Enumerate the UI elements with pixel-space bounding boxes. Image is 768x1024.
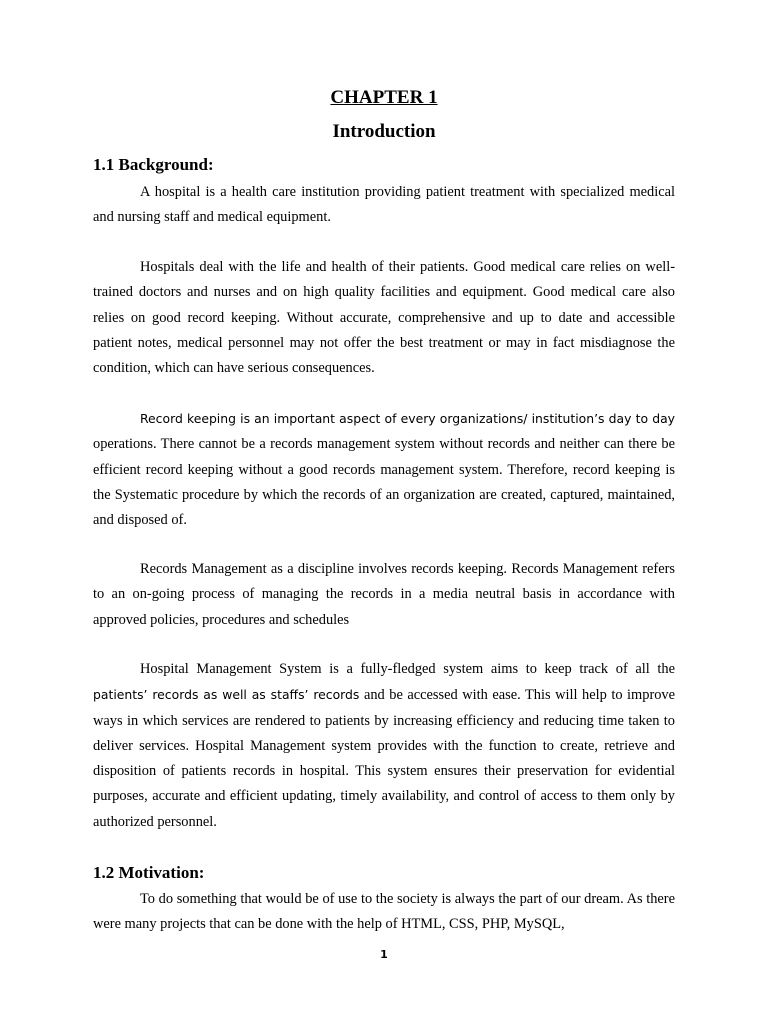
chapter-label: CHAPTER 1 — [330, 87, 438, 108]
paragraph: To do something that would be of use to the society is always the part of our dream. As there were many projects that can be done with the help of HTML, CSS, PHP, MySQL, — [93, 891, 675, 933]
paragraph: Hospitals deal with the life and health of their patients. Good medical care relies on well-trained doctors and nurses and on high quality facilities and equipment. Good medical care also relies on good record keeping. Without accurate, comprehensive and up to date and accessible patient notes, medical personnel may not offer the best treatment or may in fact misdiagnose the condition, which can have serious consequences. — [93, 259, 675, 377]
paragraph-text: and be accessed with ease. This will help to improve ways in which services are rendered to patients by increasing efficiency and reducing time taken to deliver services. Hospital Management system provides with the function to create, retrieve and disposition of patients records in hospital. This system ensures their preservation for evidential purposes, accurate and efficient updating, timely availability, and control of access to them only by authorized personnel. — [93, 687, 676, 830]
section-heading-background: 1.1 Background: — [93, 155, 214, 174]
paragraph-sans-text: patients’ records as well as staffs’ records — [93, 687, 360, 703]
paragraph-text: Hospital Management System is a fully-fledged system aims to keep track of all the — [140, 661, 675, 677]
paragraph: Records Management as a discipline involves records keeping. Records Management refers to an on-going process of managing the records in a media neutral basis in accordance with approved policies, procedures and schedules — [93, 561, 675, 628]
paragraph-body-text: operations. There cannot be a records management system without records and neither can there be efficient record keeping without a good records management system. Therefore, record keeping is the Systematic procedure by which the records of an organization are created, captured, maintained, and disposed of. — [93, 436, 675, 529]
paragraph — [93, 406, 675, 533]
paragraph-lead-text: Record keeping is an important aspect of every organizations/ institution’s day to day — [140, 411, 675, 426]
page-number: 1 — [380, 948, 388, 961]
chapter-title: Introduction — [332, 121, 436, 142]
section-heading-motivation: 1.2 Motivation: — [93, 863, 205, 882]
paragraph — [93, 657, 675, 835]
paragraph: A hospital is a health care institution providing patient treatment with specialized medical and nursing staff and medical equipment. — [93, 184, 675, 226]
